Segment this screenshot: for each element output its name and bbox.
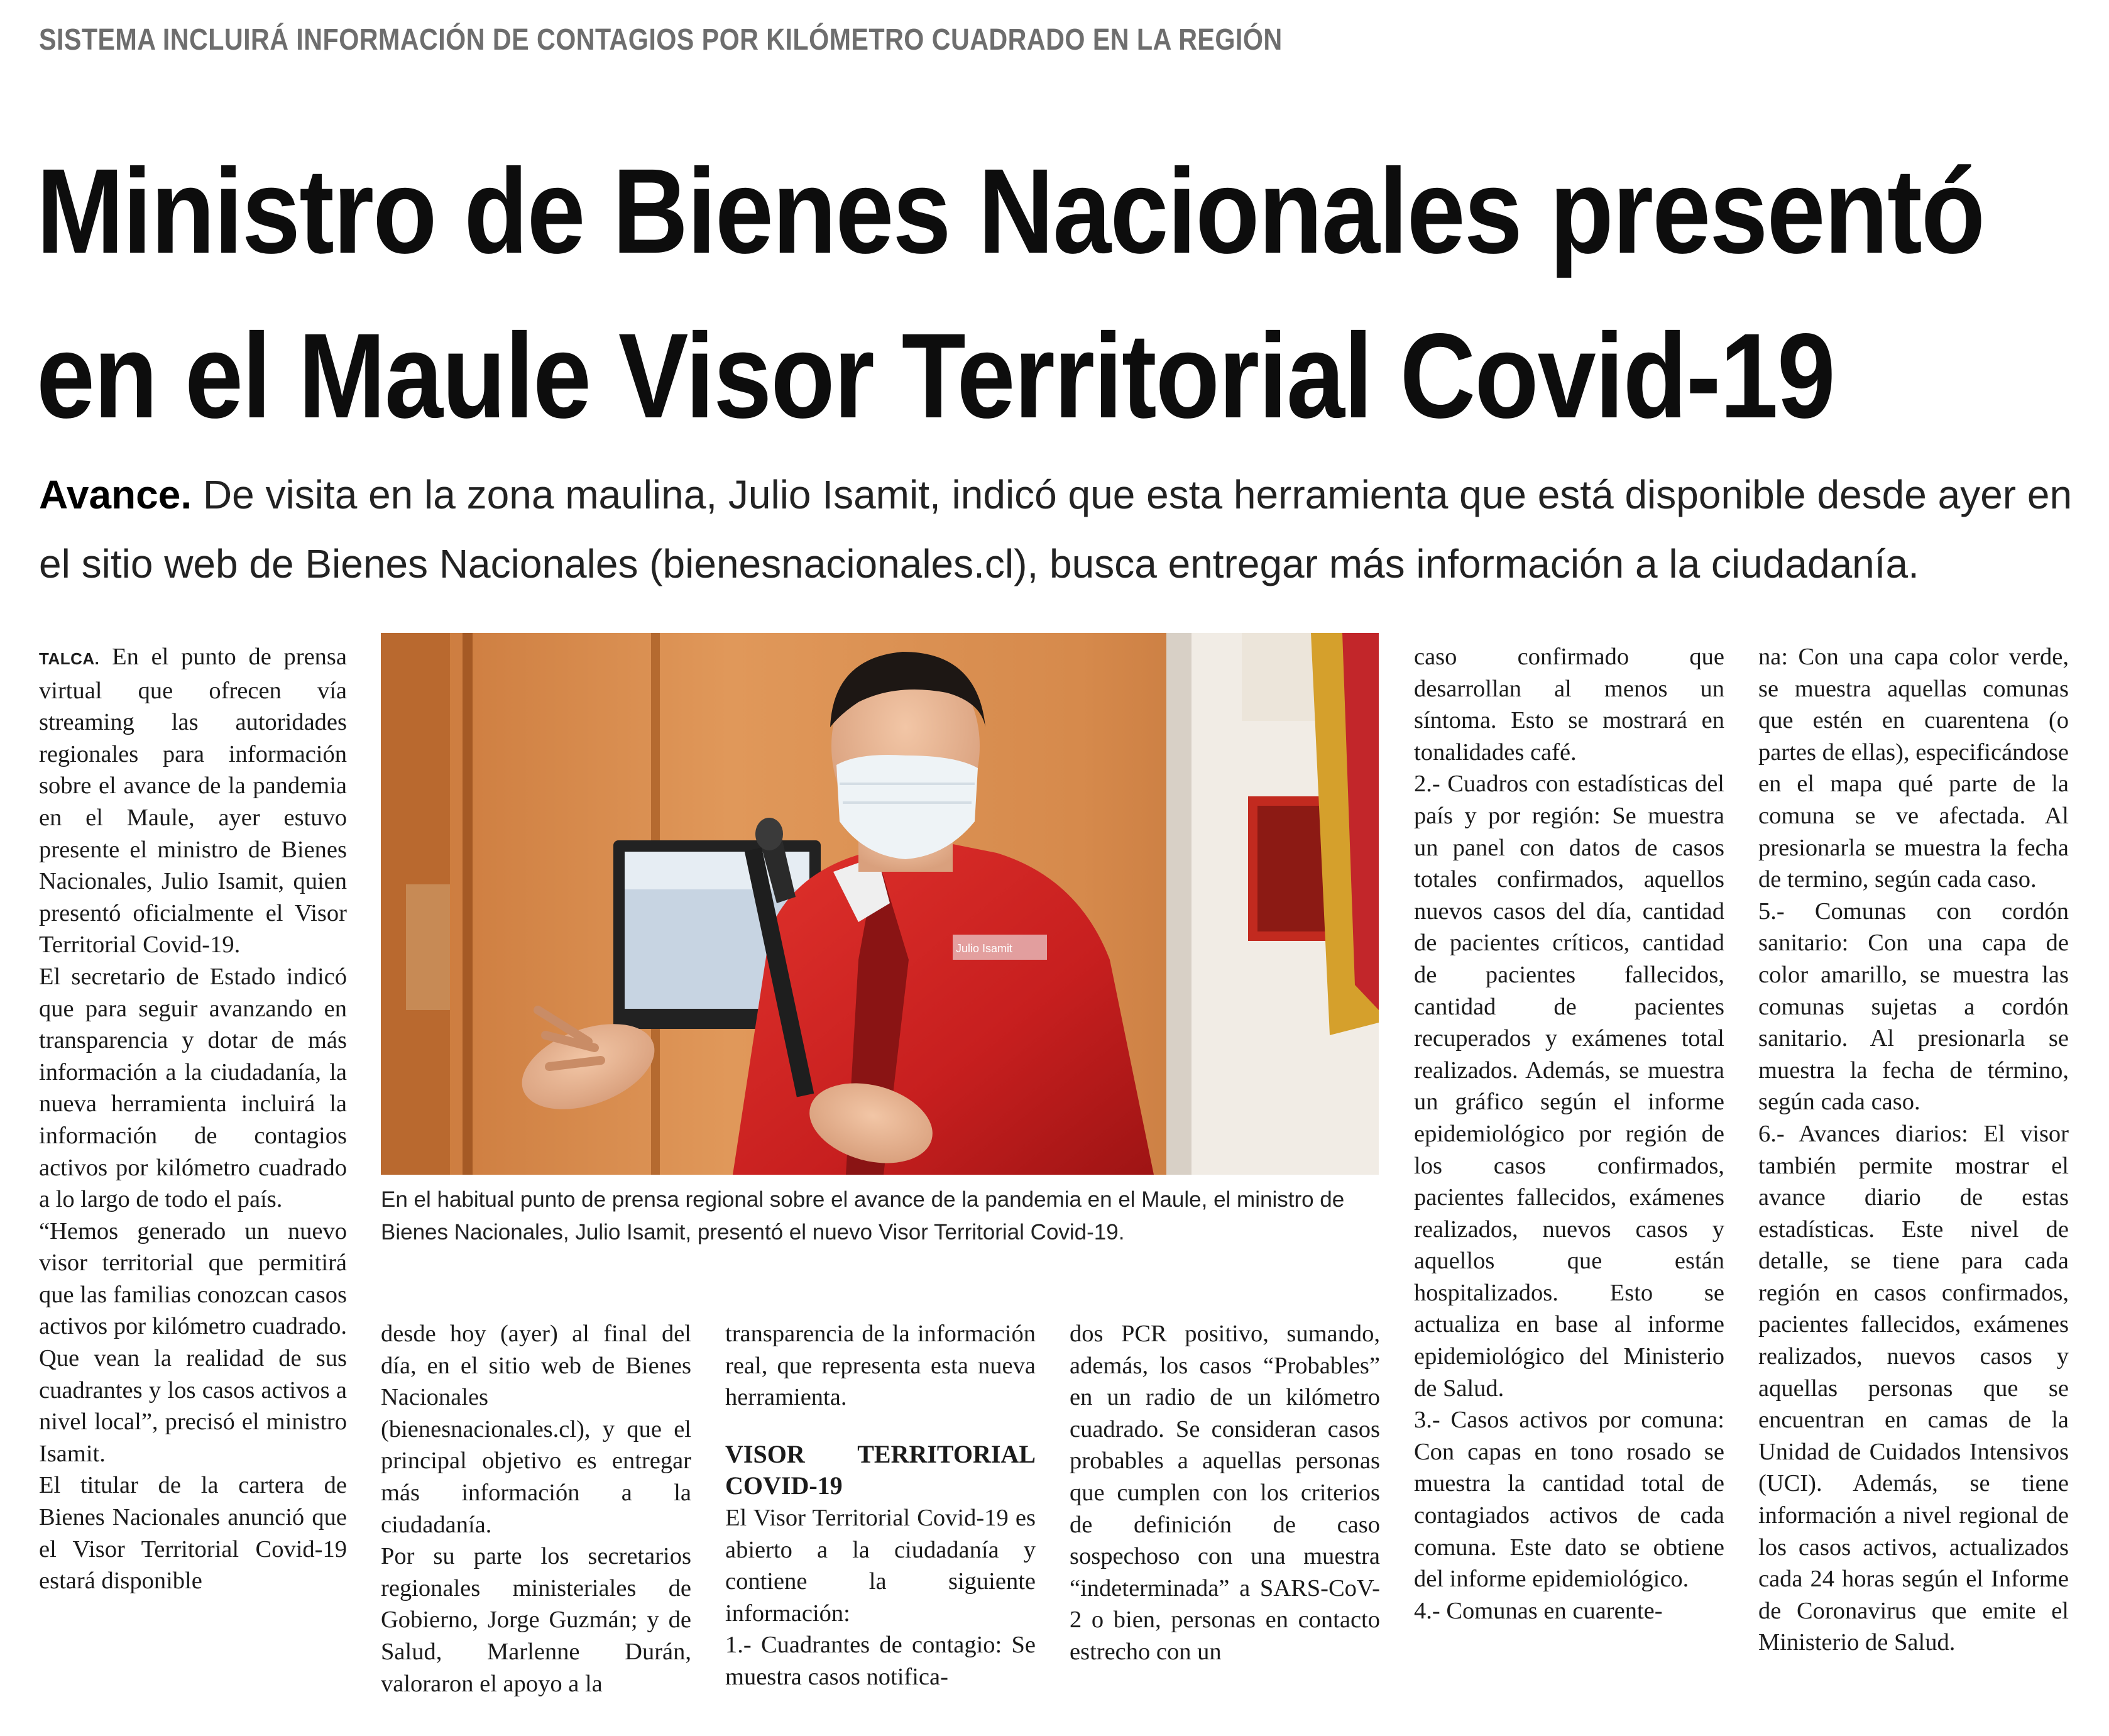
dateline: TALCA. — [39, 649, 100, 668]
paragraph: desde hoy (ayer) al final del día, en el sitio web de Bienes Nacionales (bienesnacionales.cl), y que el principal objetivo es entregar más información a la ciudadanía. — [381, 1321, 691, 1538]
headline-line-2: en el Maule Visor Territorial Covid-19 — [36, 308, 1835, 443]
paragraph: “Hemos generado un nuevo visor territorial que permitirá que las familias conozcan casos activos por kilómetro cuadrado. Que vean la realidad de sus cuadrantes y los casos activos a nivel local”, precisó el ministro Isamit. — [39, 1217, 347, 1467]
photo-caption: En el habitual punto de prensa regional sobre el avance de la pandemia en el Maule, el ministro de Bienes Nacionales, Julio Isamit, presentó el nuevo Visor Territorial Covid-19. — [381, 1187, 1345, 1244]
paragraph: El titular de la cartera de Bienes Nacionales anunció que el Visor Territorial Covid-19 estará disponible — [39, 1472, 347, 1595]
lead-text: De visita en la zona maulina, Julio Isamit, indicó que esta herramienta que está disponible desde ayer en el sitio web de Bienes Nacionales (bienesnacionales.cl), busca entregar más información a la ciudadanía. — [39, 472, 2073, 586]
paragraph: caso confirmado que desarrollan al menos un síntoma. Esto se mostrará en tonalidades café. — [1414, 644, 1724, 766]
headline — [36, 129, 2005, 458]
lead-paragraph — [39, 460, 2075, 598]
headline-line-1: Ministro de Bienes Nacionales presentó — [36, 143, 1985, 278]
jacket-embroidery: Julio Isamit — [956, 942, 1013, 955]
paragraph: TALCA. En el punto de prensa virtual que ofrecen vía streaming las autoridades regionales para información sobre el avance de la pandemia en el Maule, ayer estuvo presente el ministro de Bienes Nacionales, Julio Isamit, quien presentó oficialmente el Visor Territorial Covid-19. — [39, 644, 347, 959]
article-column-4 — [1070, 1318, 1380, 1668]
paragraph: transparencia de la información real, que representa esta nueva herramienta. — [725, 1321, 1036, 1411]
article-column-6 — [1758, 641, 2069, 1659]
article-column-5 — [1414, 641, 1724, 1627]
paragraph: 2.- Cuadros con estadísticas del país y por región: Se muestra un panel con datos de casos totales confirmados, aquellos nuevos casos del día, cantidad de pacientes críticos, cantidad de pacientes fallecidos, cantidad de pacientes recuperados y exámenes total realizados. Además, se muestra un gráfico según el informe epidemiológico por región de los casos confirmados, pacientes fallecidos, exámenes realizados, nuevos casos y aquellos que están hospitalizados. Esto se actualiza en base al informe epidemiológico del Ministerio de Salud. — [1414, 771, 1724, 1402]
paragraph: na: Con una capa color verde, se muestra aquellas comunas que estén en cuarentena (o partes de ellas), especificándose en el mapa qué parte de la comuna se ve afectada. Al presionarla se muestra la fecha de termino, según cada caso. — [1758, 644, 2069, 893]
paragraph: El secretario de Estado indicó que para seguir avanzando en transparencia y dotar de más información a la ciudadanía, la nueva herramienta incluirá la información de contagios activos por kilómetro cuadrado a lo largo de todo el país. — [39, 963, 347, 1213]
paragraph: 1.- Cuadrantes de contagio: Se muestra casos notifica- — [725, 1632, 1036, 1690]
lead-label: Avance. — [39, 472, 192, 517]
paragraph: 6.- Avances diarios: El visor también permite mostrar el avance diario de estas estadísticas. Este nivel de detalle, se tiene para cada región en casos confirmados, pacientes fallecidos, exámenes realizados, nuevos casos y aquellas personas que se encuentran en camas de la Unidad de Cuidados Intensivos (UCI). Además, se tiene información a nivel regional de los casos activos, actualizados cada 24 horas según el Informe de Coronavirus que emite el Ministerio de Salud. — [1758, 1120, 2069, 1656]
paragraph: 3.- Casos activos por comuna: Con capas en tono rosado se muestra la cantidad total de contagiados activos de cada comuna. Este dato se obtiene del informe epidemiológico. — [1414, 1407, 1724, 1593]
article-column-2 — [381, 1318, 691, 1700]
paragraph: 4.- Comunas en cuarente- — [1414, 1597, 1663, 1624]
article-photo — [381, 633, 1379, 1175]
kicker: SISTEMA INCLUIRÁ INFORMACIÓN DE CONTAGIOS POR KILÓMETRO CUADRADO EN LA REGIÓN — [39, 23, 1283, 57]
paragraph: dos PCR positivo, sumando, además, los casos “Probables” en un radio de un kilómetro cuadrado. Se consideran casos probables a aquellas personas que cumplen con los criterios de definición de caso sospechoso con una muestra “indeterminada” a SARS-CoV-2 o bien, personas en contacto estrecho con un — [1070, 1321, 1380, 1665]
photo-minister-at-microphone — [381, 633, 1379, 1175]
paragraph: El Visor Territorial Covid-19 es abierto a la ciudadanía y contiene la siguiente información: — [725, 1504, 1036, 1627]
paragraph: Por su parte los secretarios regionales ministeriales de Gobierno, Jorge Guzmán; y de Salud, Marlenne Durán, valoraron el apoyo a la — [381, 1543, 691, 1697]
article-column-3 — [725, 1318, 1036, 1693]
paragraph: 5.- Comunas con cordón sanitario: Con una capa de color amarillo, se muestra las comunas sujetas a cordón sanitario. Al presionarla se muestra la fecha de término, según cada caso. — [1758, 898, 2069, 1116]
article-column-1 — [39, 641, 347, 1597]
section-subhead: VISOR TERRITORIAL COVID-19 — [725, 1439, 1036, 1500]
